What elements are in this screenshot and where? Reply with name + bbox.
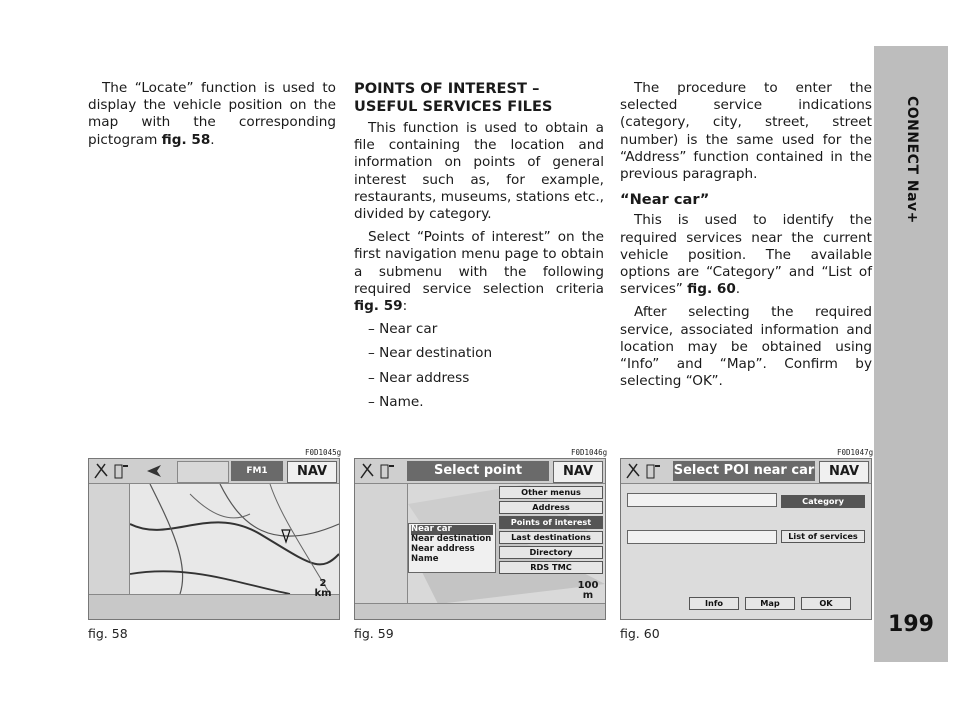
locate-paragraph: The “Locate” function is used to display the vehicle position on the map with the corresponding pictogram fig. 58. bbox=[88, 80, 336, 148]
screen-top-bar bbox=[621, 459, 871, 484]
near-car-heading: “Near car” bbox=[620, 191, 710, 209]
info-button[interactable]: Info bbox=[689, 597, 739, 610]
bottom-bar bbox=[355, 603, 605, 619]
bottom-bar bbox=[89, 594, 339, 619]
figure-caption: fig. 58 bbox=[88, 626, 128, 641]
screen-title: Select POI near car bbox=[673, 461, 815, 481]
page-number: 199 bbox=[888, 612, 934, 637]
left-panel bbox=[89, 484, 130, 594]
menu-item[interactable]: Other menus bbox=[499, 486, 603, 499]
text-column-1 bbox=[88, 80, 336, 155]
signal-phone-icon bbox=[93, 462, 133, 480]
figure-60-screen bbox=[620, 458, 872, 620]
left-panel bbox=[355, 484, 408, 604]
nav-button[interactable]: NAV bbox=[553, 461, 603, 483]
nav-button[interactable]: NAV bbox=[287, 461, 337, 483]
list-of-services-button[interactable]: List of services bbox=[781, 530, 865, 543]
nav-button[interactable]: NAV bbox=[819, 461, 869, 483]
service-info-paragraph: After selecting the required service, associated information and location may be obtained using “Info” and “Map”. Confirm by selecting “OK”. bbox=[620, 304, 872, 390]
menu-item[interactable]: RDS TMC bbox=[499, 561, 603, 574]
map-view bbox=[130, 484, 339, 594]
figure-58-screen bbox=[88, 458, 340, 620]
ok-button[interactable]: OK bbox=[801, 597, 851, 610]
figure-caption: fig. 59 bbox=[354, 626, 394, 641]
menu-item-selected[interactable]: Points of interest bbox=[499, 516, 603, 529]
text-column-3 bbox=[620, 80, 872, 396]
list-item: – Name. bbox=[368, 393, 424, 410]
category-button[interactable]: Category bbox=[781, 495, 865, 508]
map-scale: 2 km bbox=[314, 578, 332, 599]
submenu-item[interactable]: Near car bbox=[411, 525, 493, 535]
blank-field bbox=[177, 461, 229, 483]
submenu-item[interactable]: Near address bbox=[411, 544, 475, 554]
map-button[interactable]: Map bbox=[745, 597, 795, 610]
services-field[interactable] bbox=[627, 530, 777, 544]
poi-paragraph-1: This function is used to obtain a file containing the location and information on points of general interest such as, for example, restaurants, museums, stations etc., divided by category. bbox=[354, 120, 604, 223]
menu-item[interactable]: Last destinations bbox=[499, 531, 603, 544]
screen-top-bar bbox=[89, 459, 339, 484]
figure-code: F0D1046g bbox=[571, 448, 608, 457]
signal-phone-icon bbox=[359, 462, 399, 480]
list-item: – Near destination bbox=[368, 345, 493, 362]
figure-59-screen bbox=[354, 458, 606, 620]
menu-item[interactable]: Directory bbox=[499, 546, 603, 559]
menu-item[interactable]: Address bbox=[499, 501, 603, 514]
list-item: – Near car bbox=[368, 321, 438, 338]
screen-top-bar bbox=[355, 459, 605, 484]
section-heading: POINTS OF INTEREST – USEFUL SERVICES FILES bbox=[354, 80, 553, 115]
figure-code: F0D1047g bbox=[837, 448, 874, 457]
figure-caption: fig. 60 bbox=[620, 626, 660, 641]
procedure-paragraph: The procedure to enter the selected service indications (category, city, street, street number) is the same used for the “Address” function contained in the previous paragraph. bbox=[620, 80, 872, 183]
radio-station: FM1 bbox=[231, 461, 283, 481]
poi-paragraph-2: Select “Points of interest” on the first navigation menu page to obtain a submenu with the following required service selection criteria fig. 59: bbox=[354, 229, 604, 315]
figure-code: F0D1045g bbox=[305, 448, 342, 457]
submenu-item[interactable]: Name bbox=[411, 554, 439, 564]
screen-title: Select point bbox=[407, 461, 549, 481]
text-column-2 bbox=[354, 80, 604, 418]
map-scale: 100 m bbox=[577, 580, 599, 601]
direction-arrow-icon bbox=[145, 463, 165, 479]
chapter-sidebar bbox=[874, 46, 948, 662]
category-field[interactable] bbox=[627, 493, 777, 507]
list-item: – Near address bbox=[368, 369, 470, 386]
near-car-paragraph: This is used to identify the required services near the current vehicle position. The available options are “Category” and “List of services” fig. 60. bbox=[620, 212, 872, 298]
chapter-title: CONNECT Nav+ bbox=[904, 96, 920, 224]
submenu-item[interactable]: Near destination bbox=[411, 534, 492, 544]
signal-phone-icon bbox=[625, 462, 665, 480]
